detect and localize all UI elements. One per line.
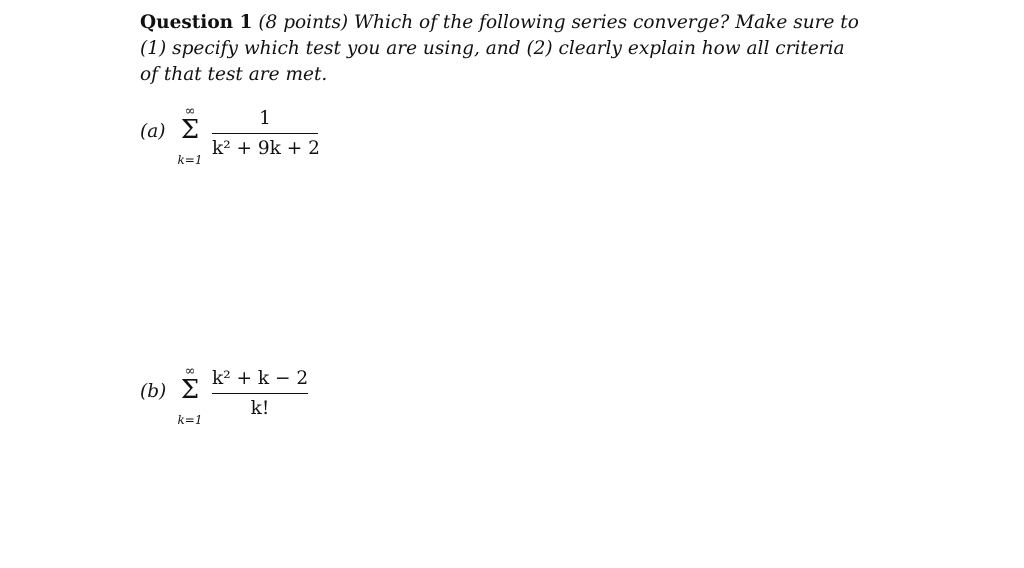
- question-title: Question 1: [140, 12, 253, 33]
- question-text: [140, 10, 860, 88]
- part-a-summation: [174, 105, 206, 175]
- part-a: [140, 105, 460, 175]
- question-body: Which of the following series converge? Make sure to (1) specify which test you are using, and (2) clearly explain how all criteria of that test are met.: [140, 12, 859, 85]
- part-b-numerator: k² + k − 2: [212, 368, 309, 389]
- part-b-sigma: Σ: [180, 375, 200, 405]
- part-a-fraction-bar: [212, 133, 318, 134]
- part-a-denominator: k² + 9k + 2: [212, 138, 320, 159]
- question-points: (8 points): [258, 12, 349, 33]
- part-b-label: (b): [140, 381, 167, 402]
- part-a-fraction: [212, 107, 318, 161]
- part-a-numerator: 1: [259, 108, 271, 129]
- part-b: [140, 365, 460, 435]
- part-b-upper-limit: ∞: [184, 364, 196, 379]
- part-a-lower-limit: k=1: [177, 153, 203, 167]
- part-a-label: (a): [140, 121, 166, 142]
- part-b-denominator: k!: [250, 398, 270, 419]
- part-b-lower-limit: k=1: [177, 413, 203, 427]
- part-a-upper-limit: ∞: [184, 104, 196, 119]
- part-a-sigma: Σ: [180, 115, 200, 145]
- part-b-fraction-bar: [212, 393, 308, 394]
- part-b-summation: [174, 365, 206, 435]
- part-b-fraction: [212, 367, 308, 421]
